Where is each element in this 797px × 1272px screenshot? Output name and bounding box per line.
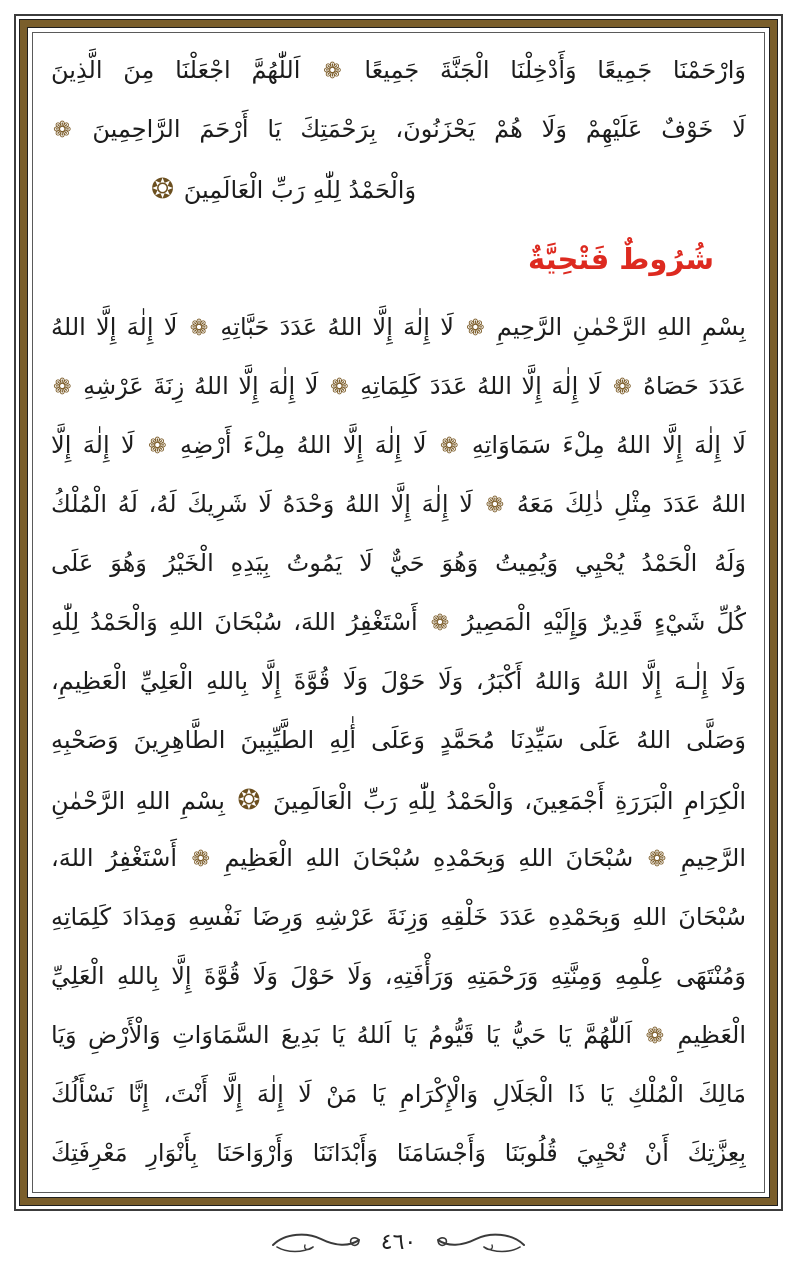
page-number: ٤٦٠: [380, 1230, 417, 1255]
text-line: وَصَلَّى اللهُ عَلَى سَيِّدِنَا مُحَمَّدٍ وَعَلَى أٰلِهِ الطَّيِّبِينَ الطَّاهِرِينَ وَصَحْبِهِ: [51, 726, 746, 754]
text-line: كُلِّ شَيْءٍ قَدِيرٌ وَإِلَيْهِ الْمَصِيرُ ❁ أَسْتَغْفِرُ اللهَ، سُبْحَانَ اللهِ وَالْحَمْدُ لِلّٰهِ: [51, 608, 746, 636]
rosette-separator-icon: ❁: [613, 375, 632, 400]
rosette-separator-icon: ❁: [189, 316, 209, 341]
rosette-separator-icon: ❁: [466, 316, 485, 341]
section-heading: شُرُوطٌ فَتْحِيَّةٌ: [528, 242, 714, 276]
text-line: الرَّحِيمِ ❁ سُبْحَانَ اللهِ وَبِحَمْدِهِ سُبْحَانَ اللهِ الْعَظِيمِ ❁ أَسْتَغْفِرُ اللهَ،: [51, 844, 746, 872]
text-line: عَدَدَ حَصَاهُ ❁ لَا إِلٰهَ إِلَّا اللهُ عَدَدَ كَلِمَاتِهِ ❁ لَا إِلٰهَ إِلَّا اللهُ زِنَةَ عَرْشِهِ ❁: [53, 372, 746, 400]
text-line: بِسْمِ اللهِ الرَّحْمٰنِ الرَّحِيمِ ❁ لَا إِلٰهَ إِلَّا اللهُ عَدَدَ حَبَّاتِهِ ❁ لَا إِلٰهَ إِلَّا اللهُ: [51, 313, 746, 341]
rosette-separator-icon: ❁: [191, 847, 210, 872]
text-line: مَالِكَ الْمُلْكِ يَا ذَا الْجَلَالِ وَالْإِكْرَامِ يَا مَنْ لَا إِلٰهَ إِلَّا أَنْتَ، إِنَّا نَسْأَلُكَ: [51, 1080, 746, 1108]
rosette-separator-icon: ❁: [439, 434, 459, 459]
rosette-separator-icon: ❁: [323, 59, 342, 84]
rosette-section-end-icon: ❂: [151, 172, 175, 205]
rosette-separator-icon: ❁: [148, 434, 167, 459]
text-line: وَمُنْتَهَى عِلْمِهِ وَمِنَّتِهِ وَرَحْمَتِهِ وَرَأْفَتِهِ، وَلَا حَوْلَ وَلَا قُوَّةَ إِلَّا بِاللهِ الْعَلِيِّ: [51, 962, 746, 990]
text-line: الْعَظِيمِ ❁ اَللّٰهُمَّ يَا حَيُّ يَا قَيُّومُ يَا اَللهُ يَا بَدِيعَ السَّمَاوَاتِ وَالْأَرْضِ وَيَا: [51, 1021, 746, 1049]
text-line: لَا إِلٰهَ إِلَّا اللهُ مِلْءَ سَمَاوَاتِهِ ❁ لَا إِلٰهَ إِلَّا اللهُ مِلْءَ أَرْضِهِ ❁ لَا إِلٰهَ إِلَّا: [51, 431, 746, 459]
rosette-separator-icon: ❁: [485, 493, 505, 518]
page-frame-outer: [14, 14, 783, 1211]
text-line: سُبْحَانَ اللهِ وَبِحَمْدِهِ عَدَدَ خَلْقِهِ وَزِنَةَ عَرْشِهِ وَرِضَا نَفْسِهِ وَمِدَادَ كَلِمَاتِهِ: [51, 903, 746, 931]
text-line: وَارْحَمْنَا جَمِيعًا وَأَدْخِلْنَا الْجَنَّةَ جَمِيعًا ❁ اَللّٰهُمَّ اجْعَلْنَا مِنَ الَّذِينَ: [51, 56, 746, 84]
text-line: وَلَهُ الْحَمْدُ يُحْيِي وَيُمِيتُ وَهُوَ حَيٌّ لَا يَمُوتُ بِيَدِهِ الْخَيْرُ وَهُوَ عَلَى: [51, 549, 746, 577]
text-line-paragraph-end: وَالْحَمْدُ لِلّٰهِ رَبِّ الْعَالَمِينَ ❂: [151, 172, 417, 205]
rosette-section-end-icon: ❂: [237, 783, 261, 816]
footer-flourish-left-icon: [269, 1229, 365, 1257]
rosette-separator-icon: ❁: [645, 1024, 665, 1049]
rosette-separator-icon: ❁: [53, 375, 72, 400]
text-line: الْكِرَامِ الْبَرَرَةِ أَجْمَعِينَ، وَالْحَمْدُ لِلّٰهِ رَبِّ الْعَالَمِينَ ❂ بِسْمِ اللهِ الرَّحْمٰنِ: [51, 783, 746, 816]
page-frame-inner: [27, 27, 770, 1198]
text-area: [32, 32, 765, 1193]
text-line: لَا خَوْفٌ عَلَيْهِمْ وَلَا هُمْ يَحْزَنُونَ، بِرَحْمَتِكَ يَا أَرْحَمَ الرَّاحِمِينَ ❁: [53, 115, 746, 143]
footer-flourish-right-icon: [432, 1229, 528, 1257]
text-line: بِعِزَّتِكَ أَنْ تُحْيِيَ قُلُوبَنَا وَأَجْسَامَنَا وَأَبْدَانَنَا وَأَرْوَاحَنَا بِأَنْوَارِ مَعْرِفَتِكَ: [51, 1139, 746, 1167]
rosette-separator-icon: ❁: [53, 118, 72, 143]
rosette-separator-icon: ❁: [647, 847, 667, 872]
rosette-separator-icon: ❁: [330, 375, 349, 400]
page-frame-gold-band: [19, 19, 778, 1206]
rosette-separator-icon: ❁: [430, 611, 450, 636]
text-line: اللهُ عَدَدَ مِثْلِ ذٰلِكَ مَعَهُ ❁ لَا إِلٰهَ إِلَّا اللهُ وَحْدَهُ لَا شَرِيكَ لَهُ، لَهُ الْمُلْكُ: [51, 490, 746, 518]
page-footer: [0, 1220, 797, 1266]
text-line: وَلَا إِلٰـهَ إِلَّا اللهُ وَاللهُ أَكْبَرُ، وَلَا حَوْلَ وَلَا قُوَّةَ إِلَّا بِاللهِ الْعَلِيِّ الْعَظِيمِ،: [51, 667, 746, 695]
